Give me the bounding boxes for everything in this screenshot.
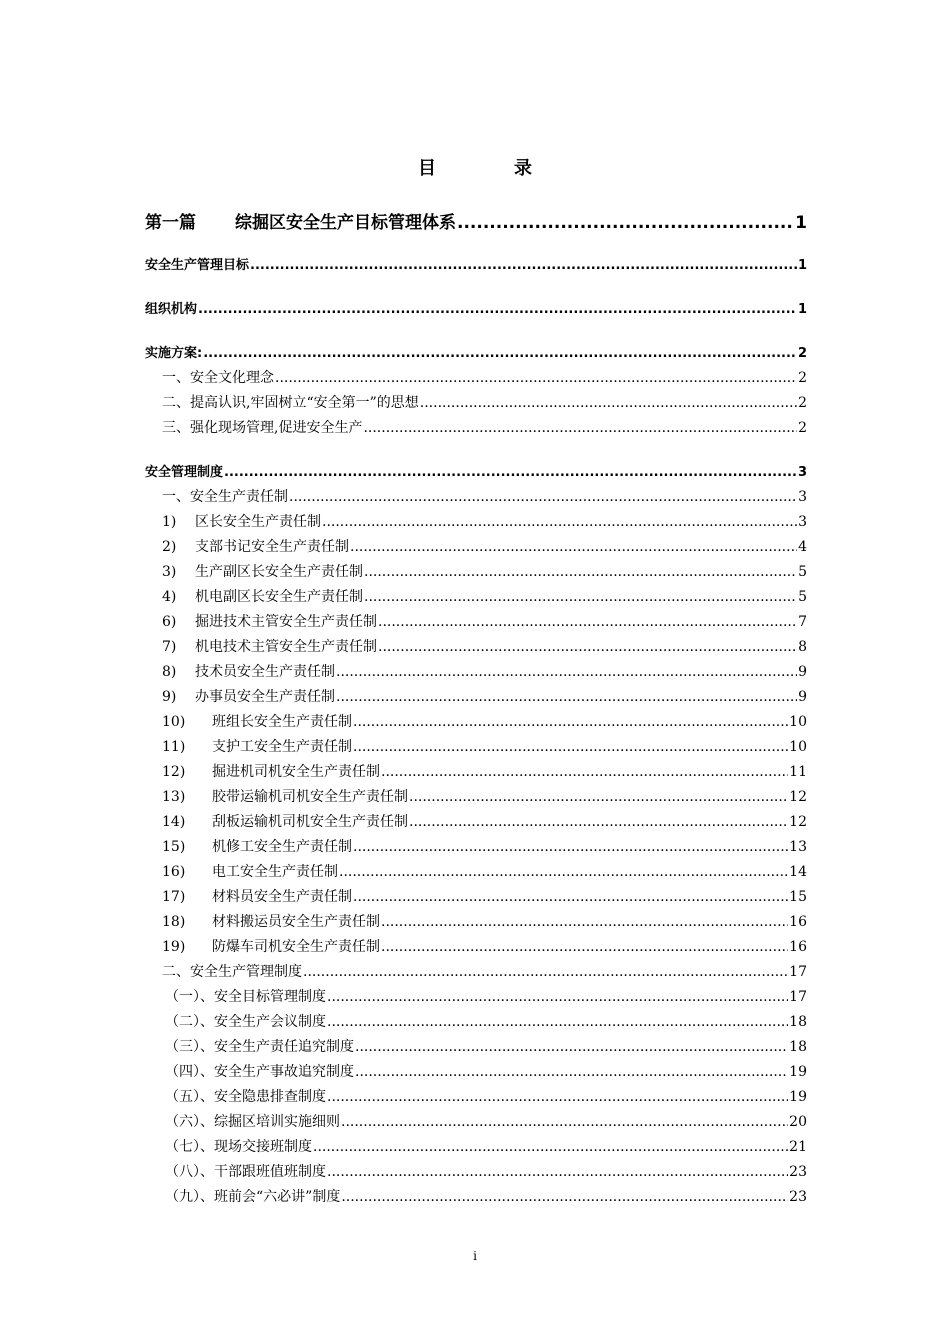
toc-entry-page: 3 [798,489,807,505]
toc-entry-title: 防爆车司机安全生产责任制 [212,939,380,955]
toc-entry-number: 1) [162,514,177,530]
toc-entry[interactable] [145,342,807,361]
toc-entry[interactable] [145,511,807,531]
toc-entry-page: 3 [797,465,807,480]
toc-entry-number: 第一篇 [145,213,196,233]
toc-leader-dots [420,395,797,411]
toc-entry-number: 17) [162,889,186,905]
toc-leader-dots [224,465,797,480]
toc-entry-page: 13 [789,839,807,855]
toc-entry-page: 23 [789,1189,807,1205]
toc-entry[interactable] [145,367,807,387]
toc-entry-number: 11) [162,739,186,755]
toc-entry-page: 1 [795,213,807,233]
toc-entry[interactable] [145,1186,807,1206]
toc-entry-title: （八）、干部跟班值班制度 [165,1164,326,1180]
toc-entry-title: 胶带运输机司机安全生产责任制 [212,789,408,805]
toc-leader-dots [327,1164,788,1180]
toc-entry[interactable] [145,836,807,856]
toc-leader-dots [381,939,788,955]
toc-entry-page: 18 [789,1039,807,1055]
toc-entry-page: 10 [789,739,807,755]
toc-entry[interactable] [145,208,807,233]
toc-leader-dots [203,346,797,361]
toc-entry-page: 5 [798,564,807,580]
toc-leader-dots [336,689,797,705]
toc-entry-title: 安全管理制度 [145,465,224,480]
toc-leader-dots [275,370,797,386]
toc-entry-page: 2 [798,420,807,436]
toc-entry[interactable] [145,811,807,831]
toc-entry-page: 10 [789,714,807,730]
toc-entry-title: 组织机构 [145,302,198,317]
toc-entry-page: 17 [789,964,807,980]
toc-leader-dots [341,1114,788,1130]
toc-entry[interactable] [145,936,807,956]
toc-leader-dots [409,814,788,830]
toc-entry-page: 3 [798,514,807,530]
toc-entry-page: 23 [789,1164,807,1180]
toc-entry-title: 材料搬运员安全生产责任制 [212,914,380,930]
toc-entry-title: （七）、现场交接班制度 [165,1139,312,1155]
toc-entry-page: 2 [798,370,807,386]
toc-leader-dots [364,589,797,605]
toc-entry-title: 生产副区长安全生产责任制 [195,564,363,580]
toc-entry[interactable] [145,911,807,931]
toc-entry-page: 2 [798,395,807,411]
toc-leader-dots [350,539,797,555]
toc-entry[interactable] [145,461,807,480]
toc-entry-title: 综掘区安全生产目标管理体系 [235,213,456,233]
toc-entry-title: （五）、安全隐患排查制度 [165,1089,326,1105]
toc-entry-page: 12 [789,814,807,830]
toc-entry-page: 19 [789,1089,807,1105]
toc-entry-number: 8) [162,664,177,680]
toc-entry[interactable] [145,1036,807,1056]
toc-entry[interactable] [145,961,807,981]
toc-leader-dots [355,1039,788,1055]
toc-entry[interactable] [145,611,807,631]
toc-entry[interactable] [145,686,807,706]
toc-entry-title: 机电副区长安全生产责任制 [195,589,363,605]
toc-entry-title: 一、安全文化理念 [162,370,274,386]
toc-entry[interactable] [145,886,807,906]
toc-entry-page: 18 [789,1014,807,1030]
toc-entry[interactable] [145,392,807,412]
toc-entry-title: 办事员安全生产责任制 [195,689,335,705]
toc-entry-title: 支护工安全生产责任制 [212,739,352,755]
toc-leader-dots [381,764,788,780]
toc-entry-page: 7 [798,614,807,630]
toc-entry-page: 9 [798,664,807,680]
toc-leader-dots [378,639,797,655]
toc-leader-dots [250,258,797,273]
toc-entry-page: 9 [798,689,807,705]
toc-entry-number: 3) [162,564,177,580]
toc-leader-dots [364,564,797,580]
toc-leader-dots [341,1189,788,1205]
toc-leader-dots [336,664,797,680]
toc-leader-dots [327,1014,788,1030]
toc-entry-title: 刮板运输机司机安全生产责任制 [212,814,408,830]
page-number: i [473,1249,477,1263]
toc-entry-title: 技术员安全生产责任制 [195,664,335,680]
toc-entry-page: 16 [789,914,807,930]
toc-entry[interactable] [145,1161,807,1181]
toc-entry-number: 6) [162,614,177,630]
toc-entry-title: 班组长安全生产责任制 [212,714,352,730]
toc-entry-title: 材料员安全生产责任制 [212,889,352,905]
toc-entry-page: 14 [789,864,807,880]
toc-entry[interactable] [145,761,807,781]
toc-entry-page: 2 [797,346,807,361]
toc-entry-title: （三）、安全生产责任追究制度 [165,1039,354,1055]
toc-entry[interactable] [145,986,807,1006]
toc-entry[interactable] [145,417,807,437]
toc-entry[interactable] [145,586,807,606]
toc-entry-number: 13) [162,789,186,805]
toc-entry[interactable] [145,1061,807,1081]
toc-entry-title: 二、提高认识,牢固树立“安全第一”的思想 [162,395,419,411]
toc-leader-dots [353,889,788,905]
toc-entry-title: 安全生产管理目标 [145,258,250,273]
toc-leader-dots [327,989,788,1005]
toc-title: 目 录 [418,158,562,179]
toc-leader-dots [457,213,794,233]
toc-entry-page: 19 [789,1064,807,1080]
toc-entry-title: （四）、安全生产事故追究制度 [165,1064,354,1080]
toc-leader-dots [339,864,788,880]
toc-entry-number: 15) [162,839,186,855]
toc-entry[interactable] [145,861,807,881]
toc-entry[interactable] [145,486,807,506]
toc-leader-dots [355,1064,788,1080]
toc-entry-number: 7) [162,639,177,655]
toc-entry-title: （六）、综掘区培训实施细则 [165,1114,340,1130]
toc-entry-title: （一）、安全目标管理制度 [165,989,326,1005]
toc-entry-title: 电工安全生产责任制 [212,864,338,880]
toc-entry-number: 10) [162,714,186,730]
toc-entry-title: 机电技术主管安全生产责任制 [195,639,377,655]
toc-leader-dots [327,1089,788,1105]
toc-entry-number: 14) [162,814,186,830]
toc-entry[interactable] [145,786,807,806]
toc-leader-dots [198,302,797,317]
toc-entry-number: 16) [162,864,186,880]
toc-entry[interactable] [145,1011,807,1031]
toc-entry-page: 11 [789,764,807,780]
toc-entry-page: 15 [789,889,807,905]
toc-entry-title: 二、安全生产管理制度 [162,964,302,980]
toc-entry-page: 16 [789,939,807,955]
toc-entry-title: 区长安全生产责任制 [195,514,321,530]
toc-leader-dots [303,964,788,980]
toc-entry[interactable] [145,1086,807,1106]
toc-leader-dots [353,714,788,730]
toc-entry-title: 掘进技术主管安全生产责任制 [195,614,377,630]
toc-entry[interactable] [145,661,807,681]
toc-entry-title: 实施方案: [145,346,203,361]
toc-entry-title: 一、安全生产责任制 [162,489,288,505]
toc-entry-number: 18) [162,914,186,930]
toc-leader-dots [378,614,797,630]
toc-leader-dots [381,914,788,930]
toc-leader-dots [409,789,788,805]
toc-leader-dots [313,1139,788,1155]
toc-entry-title: 三、强化现场管理,促进安全生产 [162,420,363,436]
toc-leader-dots [322,514,797,530]
toc-leader-dots [353,739,788,755]
toc-entry-title: 掘进机司机安全生产责任制 [212,764,380,780]
toc-entry-page: 20 [789,1114,807,1130]
toc-entry-number: 9) [162,689,177,705]
toc-entry-page: 8 [798,639,807,655]
toc-entry-page: 1 [797,302,807,317]
toc-leader-dots [363,420,797,436]
toc-entry-page: 4 [798,539,807,555]
toc-entry-number: 12) [162,764,186,780]
toc-entry[interactable] [145,711,807,731]
toc-entry-page: 17 [789,989,807,1005]
toc-entry-title: 机修工安全生产责任制 [212,839,352,855]
toc-entry-title: 支部书记安全生产责任制 [195,539,349,555]
toc-entry-page: 1 [797,258,807,273]
toc-entry[interactable] [145,636,807,656]
toc-entry[interactable] [145,298,807,317]
toc-leader-dots [353,839,788,855]
toc-entry-number: 19) [162,939,186,955]
toc-entry-page: 21 [789,1139,807,1155]
toc-entry-page: 12 [789,789,807,805]
toc-entry[interactable] [145,254,807,273]
toc-entry-title: （二）、安全生产会议制度 [165,1014,326,1030]
toc-entry-title: （九）、班前会“六必讲”制度 [165,1189,341,1205]
toc-entry[interactable] [145,536,807,556]
toc-entry[interactable] [145,1136,807,1156]
toc-entry-page: 5 [798,589,807,605]
toc-leader-dots [289,489,797,505]
toc-entry-number: 4) [162,589,177,605]
toc-entry[interactable] [145,561,807,581]
toc-entry[interactable] [145,736,807,756]
toc-entry-number: 2) [162,539,177,555]
toc-entry[interactable] [145,1111,807,1131]
